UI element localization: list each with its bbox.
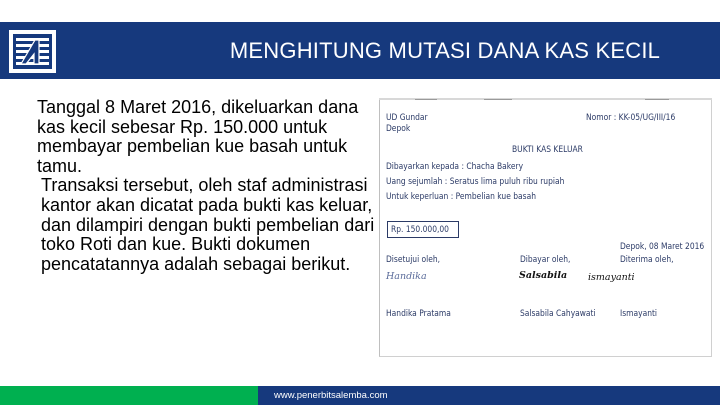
doc-approved-name: Handika Pratama <box>386 308 451 318</box>
footer-url: www.penerbitsalemba.com <box>274 390 388 401</box>
doc-approved-signature: Handika <box>386 271 427 282</box>
doc-number: Nomor : KK-05/UG/III/16 <box>586 112 676 122</box>
doc-city: Depok <box>386 123 411 133</box>
doc-paid-signature: Salsabila <box>519 270 568 281</box>
body-text <box>37 98 375 274</box>
doc-title: BUKTI KAS KELUAR <box>512 144 583 154</box>
footer-accent <box>0 386 258 405</box>
doc-paid-to: Dibayarkan kepada : Chacha Bakery <box>386 161 524 171</box>
paragraph-transaction: Tanggal 8 Maret 2016, dikeluarkan dana kas kecil sebesar Rp. 150.000 untuk membayar pembelian kue basah untuk tamu. <box>37 97 359 176</box>
doc-purpose: Untuk keperluan : Pembelian kue basah <box>386 191 536 201</box>
doc-amount-words: Uang sejumlah : Seratus lima puluh ribu rupiah <box>386 176 565 186</box>
doc-amount: Rp. 150.000,00 <box>391 224 449 234</box>
doc-received-name: Ismayanti <box>620 308 658 318</box>
doc-received-label: Diterima oleh, <box>620 254 674 264</box>
doc-place-date: Depok, 08 Maret 2016 <box>620 241 705 251</box>
paragraph-recording: Transaksi tersebut, oleh staf administrasi kantor akan dicatat pada bukti kas keluar, dan dilampiri dengan bukti pembelian dari toko Roti dan kue. Bukti dokumen pencatatannya adalah sebagai berikut. <box>41 175 375 274</box>
doc-paid-name: Salsabila Cahyawati <box>520 308 596 318</box>
doc-paid-label: Dibayar oleh, <box>520 254 571 264</box>
doc-company: UD Gundar <box>386 112 428 122</box>
doc-received-signature: ismayanti <box>588 272 635 283</box>
doc-approved-label: Disetujui oleh, <box>386 254 441 264</box>
top-margin <box>0 0 720 22</box>
doc-amount-box <box>387 221 459 238</box>
publisher-logo-icon <box>9 30 56 73</box>
slide-title: MENGHITUNG MUTASI DANA KAS KECIL <box>229 38 661 63</box>
